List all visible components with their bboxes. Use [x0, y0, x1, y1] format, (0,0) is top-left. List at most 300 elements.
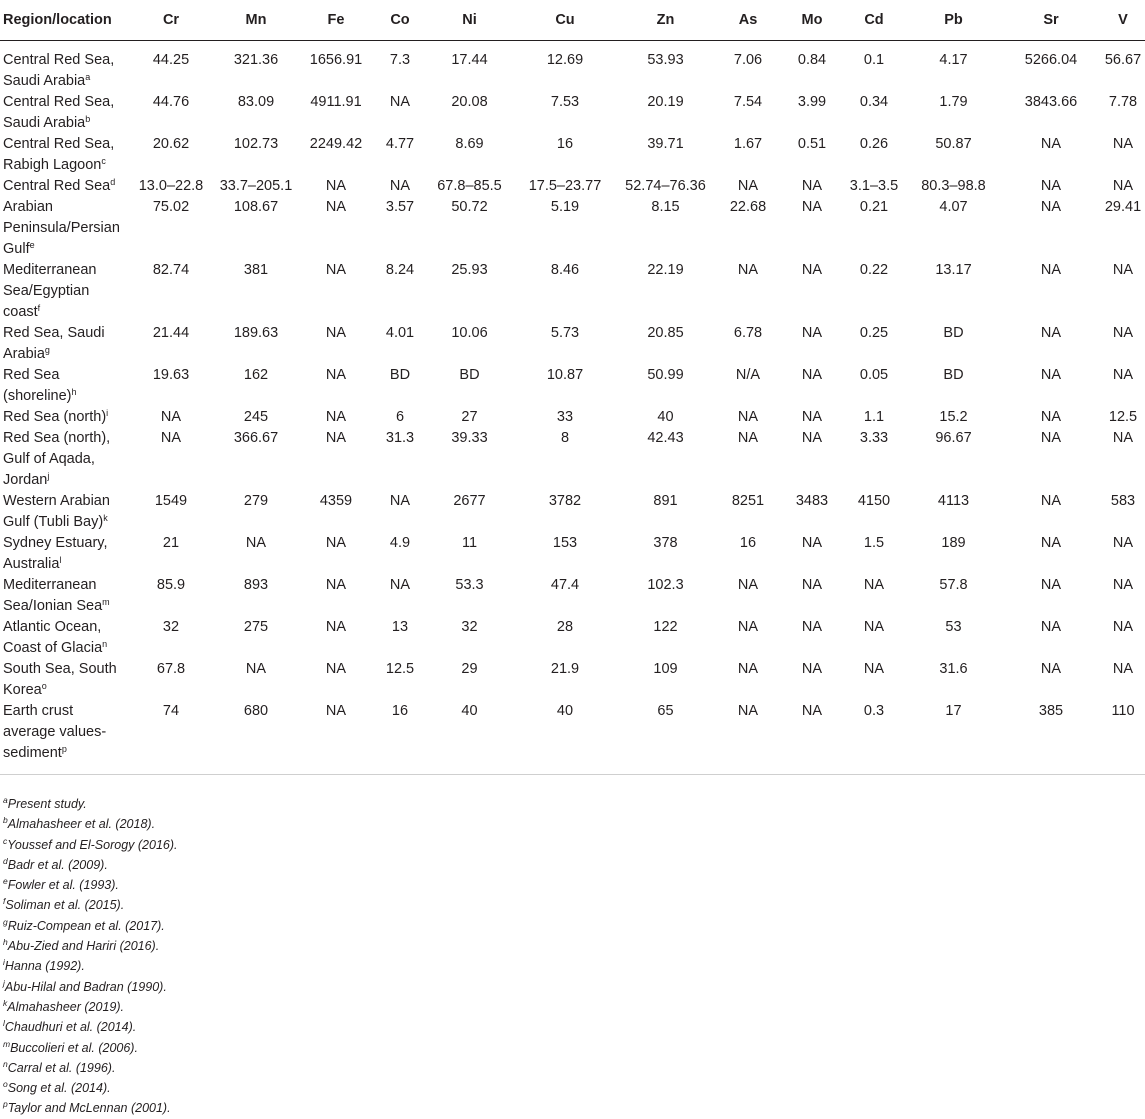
table-row [0, 323, 1145, 365]
value-cell: 0.84 [797, 52, 827, 68]
value-cell: 74 [162, 703, 180, 719]
value-cell: NA [863, 619, 885, 635]
footnote-marker: j [3, 977, 5, 988]
table-row [0, 92, 1145, 134]
value-cell: 40 [657, 409, 674, 425]
value-cell: NA [1112, 325, 1134, 341]
footnote-marker: c [3, 835, 8, 846]
value-cell: NA [325, 661, 347, 677]
value-cell: 3.33 [859, 430, 889, 446]
value-cell: 1.79 [939, 94, 968, 110]
value-cell: 1549 [154, 493, 188, 509]
value-cell: 3.1–3.5 [849, 178, 899, 194]
region-name: Central Red Sea, Saudi Arabia [3, 52, 115, 89]
footnote-marker: i [106, 408, 109, 418]
value-cell: NA [737, 178, 759, 194]
value-cell: 10.87 [546, 367, 584, 383]
region-cell [0, 428, 128, 491]
footnote [3, 1017, 178, 1037]
value-cell: 5266.04 [1024, 52, 1078, 68]
table-row [0, 575, 1145, 617]
value-cell: 44.25 [152, 52, 190, 68]
region-name: Red Sea (north), Gulf of Aqada, Jordan [3, 430, 111, 488]
region-cell [0, 659, 128, 701]
footnote [3, 956, 178, 976]
value-cell: 16 [391, 703, 409, 719]
value-cell: 8.15 [651, 199, 680, 215]
footnote-marker: b [85, 114, 91, 124]
value-cell: 42.43 [647, 430, 684, 446]
footnote [3, 835, 178, 855]
value-cell: 50.87 [935, 136, 972, 152]
value-cell: 109 [653, 661, 678, 677]
value-cell: NA [801, 325, 823, 341]
value-cell: 381 [243, 262, 269, 278]
value-cell: NA [325, 619, 347, 635]
value-cell: 21.44 [152, 325, 190, 341]
value-cell: 31.6 [939, 661, 968, 677]
value-cell: 108.67 [233, 199, 279, 215]
value-cell: NA [325, 325, 347, 341]
footnote [3, 1038, 178, 1058]
value-cell: 57.8 [939, 577, 968, 593]
footnote-marker: p [3, 1099, 8, 1110]
value-cell: 29.41 [1104, 199, 1142, 215]
footnote-marker: m [102, 597, 110, 607]
value-cell: 102.73 [233, 136, 279, 152]
value-cell: 17.5–23.77 [528, 178, 602, 194]
value-cell: NA [801, 703, 823, 719]
value-cell: NA [1040, 136, 1062, 152]
value-cell: NA [1040, 535, 1062, 551]
value-cell: NA [325, 178, 347, 194]
value-cell: 13.17 [935, 262, 972, 278]
region-cell [0, 491, 128, 533]
region-name: Western Arabian Gulf (Tubli Bay) [3, 493, 110, 530]
column-header: Fe [298, 0, 374, 41]
value-cell: NA [160, 430, 182, 446]
footnote-marker: g [44, 345, 50, 355]
footnote-marker: i [3, 957, 5, 968]
value-cell: NA [737, 409, 759, 425]
footnote-marker: k [103, 513, 108, 523]
table-row [0, 260, 1145, 323]
footnote-text: Chaudhuri et al. (2014). [4, 1020, 137, 1035]
value-cell: NA [801, 199, 823, 215]
value-cell: NA [737, 577, 759, 593]
value-cell: NA [737, 619, 759, 635]
value-cell: 3782 [548, 493, 582, 509]
value-cell: 279 [243, 493, 269, 509]
value-cell: 1.67 [733, 136, 763, 152]
footnote-text: Badr et al. (2009). [7, 857, 108, 872]
region-name: Arabian Peninsula/Persian Gulf [3, 199, 120, 257]
column-header: Co [374, 0, 426, 41]
column-header: As [714, 0, 782, 41]
region-cell [0, 92, 128, 134]
region-name: South Sea, South Korea [3, 661, 117, 698]
value-cell: 189 [941, 535, 966, 551]
value-cell: NA [1040, 577, 1062, 593]
value-cell: 16 [739, 535, 757, 551]
value-cell: NA [325, 535, 347, 551]
value-cell: 7.06 [733, 52, 763, 68]
value-cell: 33.7–205.1 [219, 178, 293, 194]
value-cell: NA [1040, 262, 1062, 278]
value-cell: NA [1112, 577, 1134, 593]
footnote-text: Abu-Hilal and Badran (1990). [4, 979, 167, 994]
footnote-marker: l [59, 555, 62, 565]
region-name: Atlantic Ocean, Coast of Glacia [3, 619, 103, 656]
value-cell: 16 [556, 136, 574, 152]
value-cell: 0.26 [859, 136, 889, 152]
value-cell: NA [1112, 535, 1134, 551]
value-cell: BD [459, 367, 480, 383]
column-header: Mo [782, 0, 842, 41]
value-cell: NA [801, 367, 823, 383]
value-cell: 2677 [453, 493, 486, 509]
value-cell: 680 [243, 703, 269, 719]
value-cell: NA [325, 703, 347, 719]
value-cell: 17 [945, 703, 962, 719]
value-cell: NA [801, 619, 823, 635]
value-cell: 7.54 [733, 94, 763, 110]
column-header: V [1101, 0, 1145, 41]
value-cell: NA [737, 661, 759, 677]
value-cell: 31.3 [385, 430, 415, 446]
value-cell: NA [325, 367, 347, 383]
region-cell [0, 617, 128, 659]
value-cell: N/A [735, 367, 761, 383]
value-cell: 80.3–98.8 [921, 178, 986, 194]
value-cell: 5.19 [550, 199, 580, 215]
value-cell: 53.93 [647, 52, 684, 68]
value-cell: 13 [391, 619, 409, 635]
region-cell [0, 134, 128, 176]
value-cell: 102.3 [647, 577, 684, 593]
footnote-text: Youssef and El-Sorogy (2016). [7, 837, 178, 852]
footnote-marker: l [3, 1018, 5, 1029]
value-cell: NA [325, 577, 347, 593]
footnote-text: Buccolieri et al. (2006). [10, 1040, 138, 1055]
value-cell: 2249.42 [309, 136, 363, 152]
value-cell: 20.08 [451, 94, 488, 110]
footnote-marker: n [102, 639, 108, 649]
value-cell: 40 [461, 703, 478, 719]
footnote-marker: d [110, 177, 116, 187]
value-cell: 162 [243, 367, 269, 383]
value-cell: 891 [653, 493, 678, 509]
value-cell: 1.1 [863, 409, 885, 425]
footnote-marker: o [3, 1079, 8, 1090]
value-cell: 20.85 [647, 325, 684, 341]
value-cell: 6 [395, 409, 405, 425]
footnote-text: Soliman et al. (2015). [5, 898, 125, 913]
footnote [3, 977, 178, 997]
value-cell: NA [389, 493, 411, 509]
value-cell: 19.63 [152, 367, 190, 383]
region-cell [0, 176, 128, 197]
value-cell: 3.99 [797, 94, 827, 110]
footnote-marker: h [71, 387, 77, 397]
value-cell: 385 [1038, 703, 1064, 719]
table-row [0, 533, 1145, 575]
footnote-text: Carral et al. (1996). [7, 1060, 116, 1075]
value-cell: NA [325, 199, 347, 215]
value-cell: 47.4 [550, 577, 580, 593]
region-cell [0, 41, 128, 93]
value-cell: NA [1040, 493, 1062, 509]
value-cell: 85.9 [156, 577, 186, 593]
value-cell: 53.3 [455, 577, 484, 593]
footnote-text: Hanna (1992). [4, 959, 85, 974]
value-cell: 39.71 [647, 136, 684, 152]
region-name: Red Sea, Saudi Arabia [3, 325, 105, 362]
value-cell: 67.8–85.5 [437, 178, 502, 194]
value-cell: 8251 [731, 493, 765, 509]
value-cell: NA [801, 430, 823, 446]
value-cell: 12.69 [546, 52, 584, 68]
value-cell: NA [1112, 619, 1134, 635]
value-cell: 8.24 [385, 262, 415, 278]
value-cell: 4359 [319, 493, 353, 509]
table-row [0, 197, 1145, 260]
region-name: Sydney Estuary, Australia [3, 535, 108, 572]
value-cell: 893 [243, 577, 269, 593]
value-cell: NA [863, 661, 885, 677]
region-cell [0, 701, 128, 775]
value-cell: 22.19 [647, 262, 684, 278]
column-header: Cu [513, 0, 617, 41]
footnote [3, 814, 178, 834]
footnote-text: Taylor and McLennan (2001). [7, 1101, 171, 1116]
value-cell: 4.77 [385, 136, 415, 152]
value-cell: 5.73 [550, 325, 580, 341]
value-cell: 39.33 [451, 430, 488, 446]
value-cell: NA [801, 409, 823, 425]
value-cell: 378 [653, 535, 678, 551]
value-cell: 0.1 [863, 52, 885, 68]
value-cell: BD [943, 325, 964, 341]
footnote [3, 1098, 178, 1118]
footnote-marker: n [3, 1058, 8, 1069]
value-cell: NA [1112, 661, 1134, 677]
value-cell: 0.05 [859, 367, 889, 383]
footnote-marker: d [3, 855, 8, 866]
column-header: Zn [617, 0, 714, 41]
value-cell: 25.93 [451, 262, 488, 278]
region-cell [0, 533, 128, 575]
value-cell: 33 [556, 409, 574, 425]
value-cell: 4911.91 [310, 94, 362, 110]
footnote-marker: p [61, 744, 67, 754]
value-cell: 28 [556, 619, 574, 635]
region-name: Red Sea (north) [3, 409, 107, 425]
value-cell: 56.67 [1104, 52, 1142, 68]
value-cell: 7.78 [1108, 94, 1138, 110]
value-cell: 1656.91 [309, 52, 363, 68]
value-cell: NA [1112, 136, 1134, 152]
footnote [3, 997, 178, 1017]
value-cell: 53 [945, 619, 962, 635]
value-cell: 13.0–22.8 [138, 178, 204, 194]
footnote [3, 1058, 178, 1078]
value-cell: NA [863, 577, 885, 593]
value-cell: NA [1112, 367, 1134, 383]
region-name: Mediterranean Sea/Ionian Sea [3, 577, 103, 614]
table-row [0, 659, 1145, 701]
value-cell: NA [1040, 409, 1062, 425]
value-cell: 8 [560, 430, 570, 446]
value-cell: 0.22 [859, 262, 889, 278]
value-cell: NA [737, 703, 759, 719]
value-cell: NA [160, 409, 182, 425]
table-row [0, 134, 1145, 176]
value-cell: 20.19 [647, 94, 684, 110]
footnote-marker: e [29, 240, 35, 250]
value-cell: NA [1112, 430, 1134, 446]
value-cell: 4150 [857, 493, 891, 509]
footnote-marker: a [3, 795, 8, 805]
region-name: Central Red Sea, Rabigh Lagoon [3, 136, 115, 173]
value-cell: 12.5 [385, 661, 415, 677]
value-cell: 4.01 [385, 325, 415, 341]
table-row [0, 41, 1145, 93]
footnote [3, 936, 178, 956]
value-cell: 366.67 [233, 430, 279, 446]
value-cell: 29 [461, 661, 478, 677]
value-cell: 4113 [937, 493, 970, 509]
value-cell: NA [325, 430, 347, 446]
region-cell [0, 407, 128, 428]
footnote-text: Ruiz-Compean et al. (2017). [7, 918, 165, 933]
value-cell: 8.69 [455, 136, 484, 152]
value-cell: 1.5 [863, 535, 885, 551]
value-cell: 189.63 [233, 325, 279, 341]
value-cell: NA [1040, 619, 1062, 635]
value-cell: 12.5 [1108, 409, 1138, 425]
value-cell: 153 [552, 535, 578, 551]
region-cell [0, 197, 128, 260]
column-header: Cd [842, 0, 906, 41]
footnote-text: Abu-Zied and Hariri (2016). [7, 939, 160, 954]
table-row [0, 701, 1145, 775]
value-cell: 44.76 [152, 94, 190, 110]
footnote-text: Present study. [7, 797, 87, 811]
value-cell: NA [389, 178, 411, 194]
table-row [0, 491, 1145, 533]
value-cell: 3.57 [385, 199, 415, 215]
value-cell: 96.67 [935, 430, 972, 446]
value-cell: 110 [1111, 703, 1135, 719]
value-cell: 52.74–76.36 [625, 178, 706, 194]
value-cell: 65 [657, 703, 674, 719]
value-cell: 0.3 [863, 703, 885, 719]
region-name: Red Sea (shoreline) [3, 367, 72, 404]
value-cell: NA [1040, 199, 1062, 215]
value-cell: 21 [162, 535, 180, 551]
value-cell: 40 [556, 703, 574, 719]
value-cell: 4.17 [939, 52, 968, 68]
footnote [3, 794, 178, 814]
value-cell: 83.09 [237, 94, 275, 110]
footnote [3, 1078, 178, 1098]
value-cell: NA [245, 661, 267, 677]
footnotes [3, 794, 178, 1119]
value-cell: NA [801, 535, 823, 551]
value-cell: BD [943, 367, 964, 383]
value-cell: 22.68 [729, 199, 767, 215]
footnote-marker: b [3, 815, 8, 826]
value-cell: NA [1040, 325, 1062, 341]
footnote-marker: c [101, 156, 106, 166]
value-cell: NA [801, 577, 823, 593]
value-cell: 321.36 [233, 52, 279, 68]
region-cell [0, 365, 128, 407]
table-body [0, 41, 1145, 775]
value-cell: NA [1040, 367, 1062, 383]
value-cell: 3483 [795, 493, 829, 509]
footnote [3, 855, 178, 875]
table-row [0, 365, 1145, 407]
footnote-marker: m [3, 1038, 11, 1049]
column-header: Mn [214, 0, 298, 41]
value-cell: NA [389, 94, 411, 110]
footnote-text: Song et al. (2014). [7, 1081, 111, 1096]
value-cell: 15.2 [939, 409, 968, 425]
region-name: Earth crust average values-sediment [3, 703, 107, 761]
footnote-text: Almahasheer (2019). [7, 999, 124, 1014]
value-cell: 122 [653, 619, 678, 635]
column-header: Sr [1001, 0, 1101, 41]
footnote-text: Almahasheer et al. (2018). [7, 817, 156, 832]
value-cell: NA [1112, 178, 1134, 194]
value-cell: 583 [1110, 493, 1136, 509]
column-header: Pb [906, 0, 1001, 41]
value-cell: 32 [162, 619, 180, 635]
column-header: Region/location [0, 0, 128, 41]
value-cell: NA [1040, 430, 1062, 446]
value-cell: 82.74 [152, 262, 190, 278]
value-cell: 8.46 [550, 262, 580, 278]
value-cell: 21.9 [550, 661, 580, 677]
value-cell: 7.3 [389, 52, 411, 68]
value-cell: 4.9 [389, 535, 411, 551]
value-cell: NA [245, 535, 267, 551]
value-cell: 32 [461, 619, 478, 635]
value-cell: 0.21 [859, 199, 889, 215]
value-cell: 0.25 [859, 325, 889, 341]
column-header: Ni [426, 0, 513, 41]
value-cell: 0.51 [797, 136, 827, 152]
region-cell [0, 260, 128, 323]
footnote [3, 875, 178, 895]
value-cell: 75.02 [152, 199, 190, 215]
value-cell: 17.44 [451, 52, 488, 68]
value-cell: NA [389, 577, 411, 593]
value-cell: 50.72 [451, 199, 488, 215]
value-cell: NA [1040, 661, 1062, 677]
value-cell: NA [325, 409, 347, 425]
value-cell: 275 [243, 619, 269, 635]
table-row [0, 428, 1145, 491]
value-cell: 10.06 [451, 325, 488, 341]
value-cell: 11 [461, 535, 478, 551]
value-cell: 50.99 [647, 367, 684, 383]
table-row [0, 407, 1145, 428]
value-cell: 67.8 [156, 661, 186, 677]
value-cell: NA [1112, 262, 1134, 278]
